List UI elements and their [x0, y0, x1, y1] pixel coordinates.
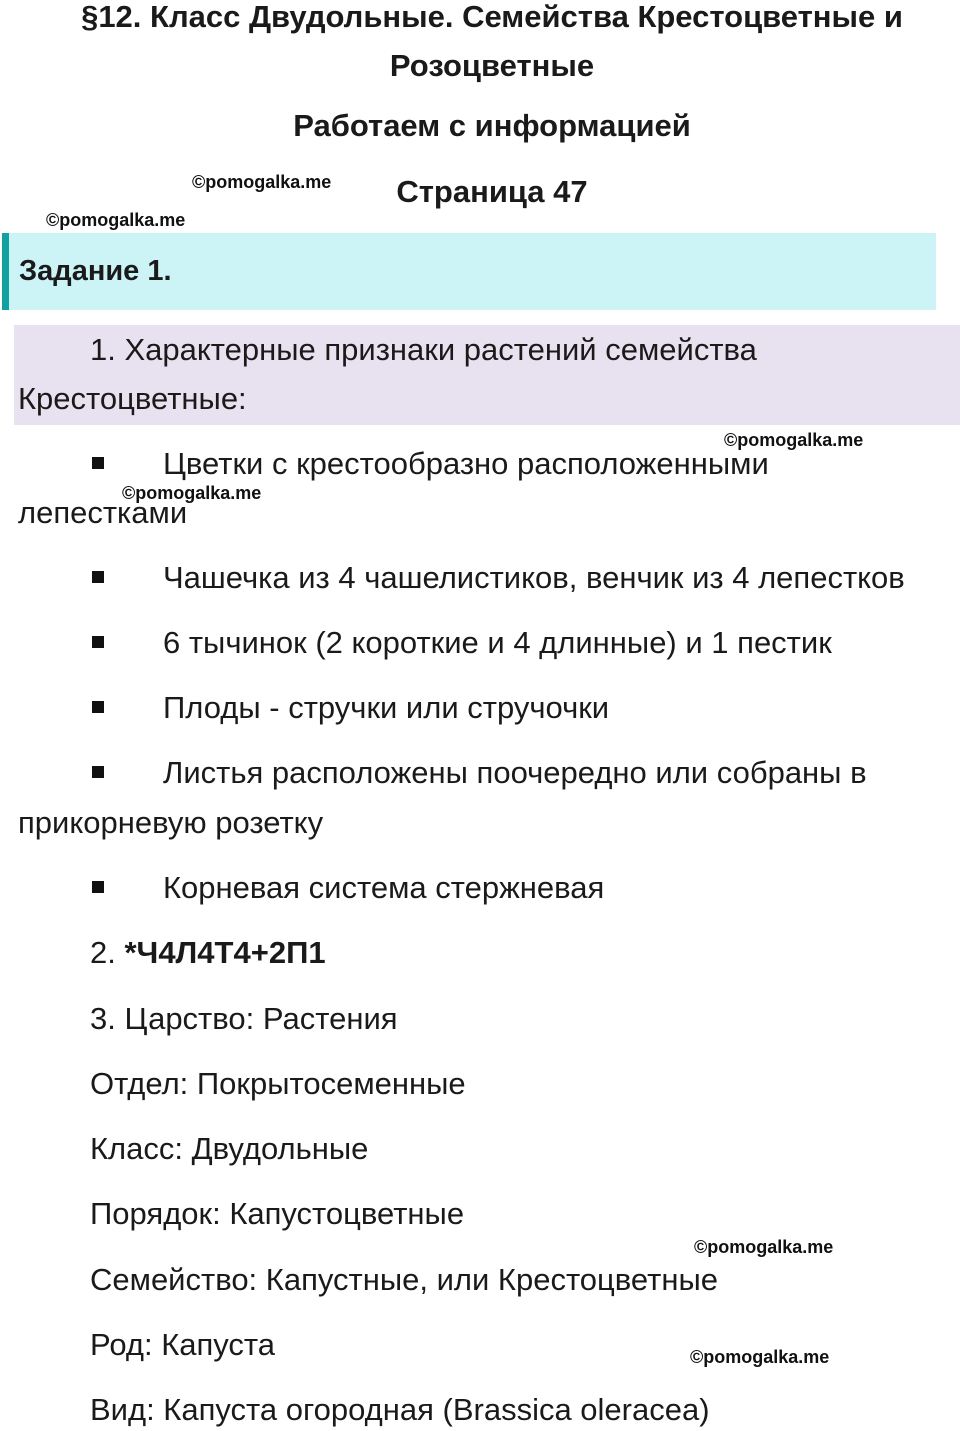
bullet-marker: [92, 766, 104, 778]
section-heading-line-2: Крестоцветные:: [18, 381, 247, 416]
watermark: ©pomogalka.me: [694, 1237, 834, 1257]
taxonomy-genus: Род: Капуста: [90, 1327, 276, 1362]
formula-value: *Ч4Л4Т4+2П1: [124, 935, 326, 970]
watermark: ©pomogalka.me: [724, 430, 864, 450]
page-title: [0, 0, 960, 90]
taxonomy-kingdom: 3. Царство: Растения: [90, 1001, 398, 1036]
bullet-text: Листья расположены поочередно или собраны в: [163, 755, 867, 790]
watermark: ©pomogalka.me: [192, 172, 332, 192]
bullet-text: Цветки с крестообразно расположенными: [163, 446, 769, 481]
bullet-text: Плоды - стручки или стручочки: [163, 690, 610, 725]
bullet-marker: [92, 701, 104, 713]
subtitle: Работаем с информацией: [293, 108, 691, 143]
task-header: [2, 233, 936, 310]
bullet-marker: [92, 881, 104, 893]
taxonomy-division: Отдел: Покрытосеменные: [90, 1066, 466, 1101]
bullet-text-continued: прикорневую розетку: [18, 805, 324, 840]
bullet-text: Корневая система стержневая: [163, 870, 605, 905]
title-line-2: Розоцветные: [389, 48, 595, 83]
watermark: ©pomogalka.me: [46, 210, 186, 230]
taxonomy-species: Вид: Капуста огородная (Brassica oleracea): [90, 1392, 710, 1427]
bullet-text: 6 тычинок (2 короткие и 4 длинные) и 1 пестик: [163, 625, 832, 660]
taxonomy-order: Порядок: Капустоцветные: [90, 1196, 465, 1231]
bullet-text-continued: лепестками: [18, 495, 188, 530]
bullet-marker: [92, 457, 104, 469]
bullet-marker: [92, 571, 104, 583]
watermark: ©pomogalka.me: [122, 483, 262, 503]
taxonomy-class: Класс: Двудольные: [90, 1131, 369, 1166]
taxonomy-family: Семейство: Капустные, или Крестоцветные: [90, 1262, 718, 1297]
task-label: Задание 1.: [19, 255, 172, 287]
watermark: ©pomogalka.me: [690, 1347, 830, 1367]
bullet-text: Чашечка из 4 чашелистиков, венчик из 4 лепестков: [163, 560, 905, 595]
title-line-1: §12. Класс Двудольные. Семейства Крестоцветные и: [81, 0, 903, 34]
bullet-marker: [92, 636, 104, 648]
formula-prefix: 2.: [90, 935, 125, 970]
flower-formula: [90, 935, 326, 971]
section-heading-line-1: 1. Характерные признаки растений семейства: [90, 332, 757, 367]
page-number: Страница 47: [396, 174, 588, 209]
